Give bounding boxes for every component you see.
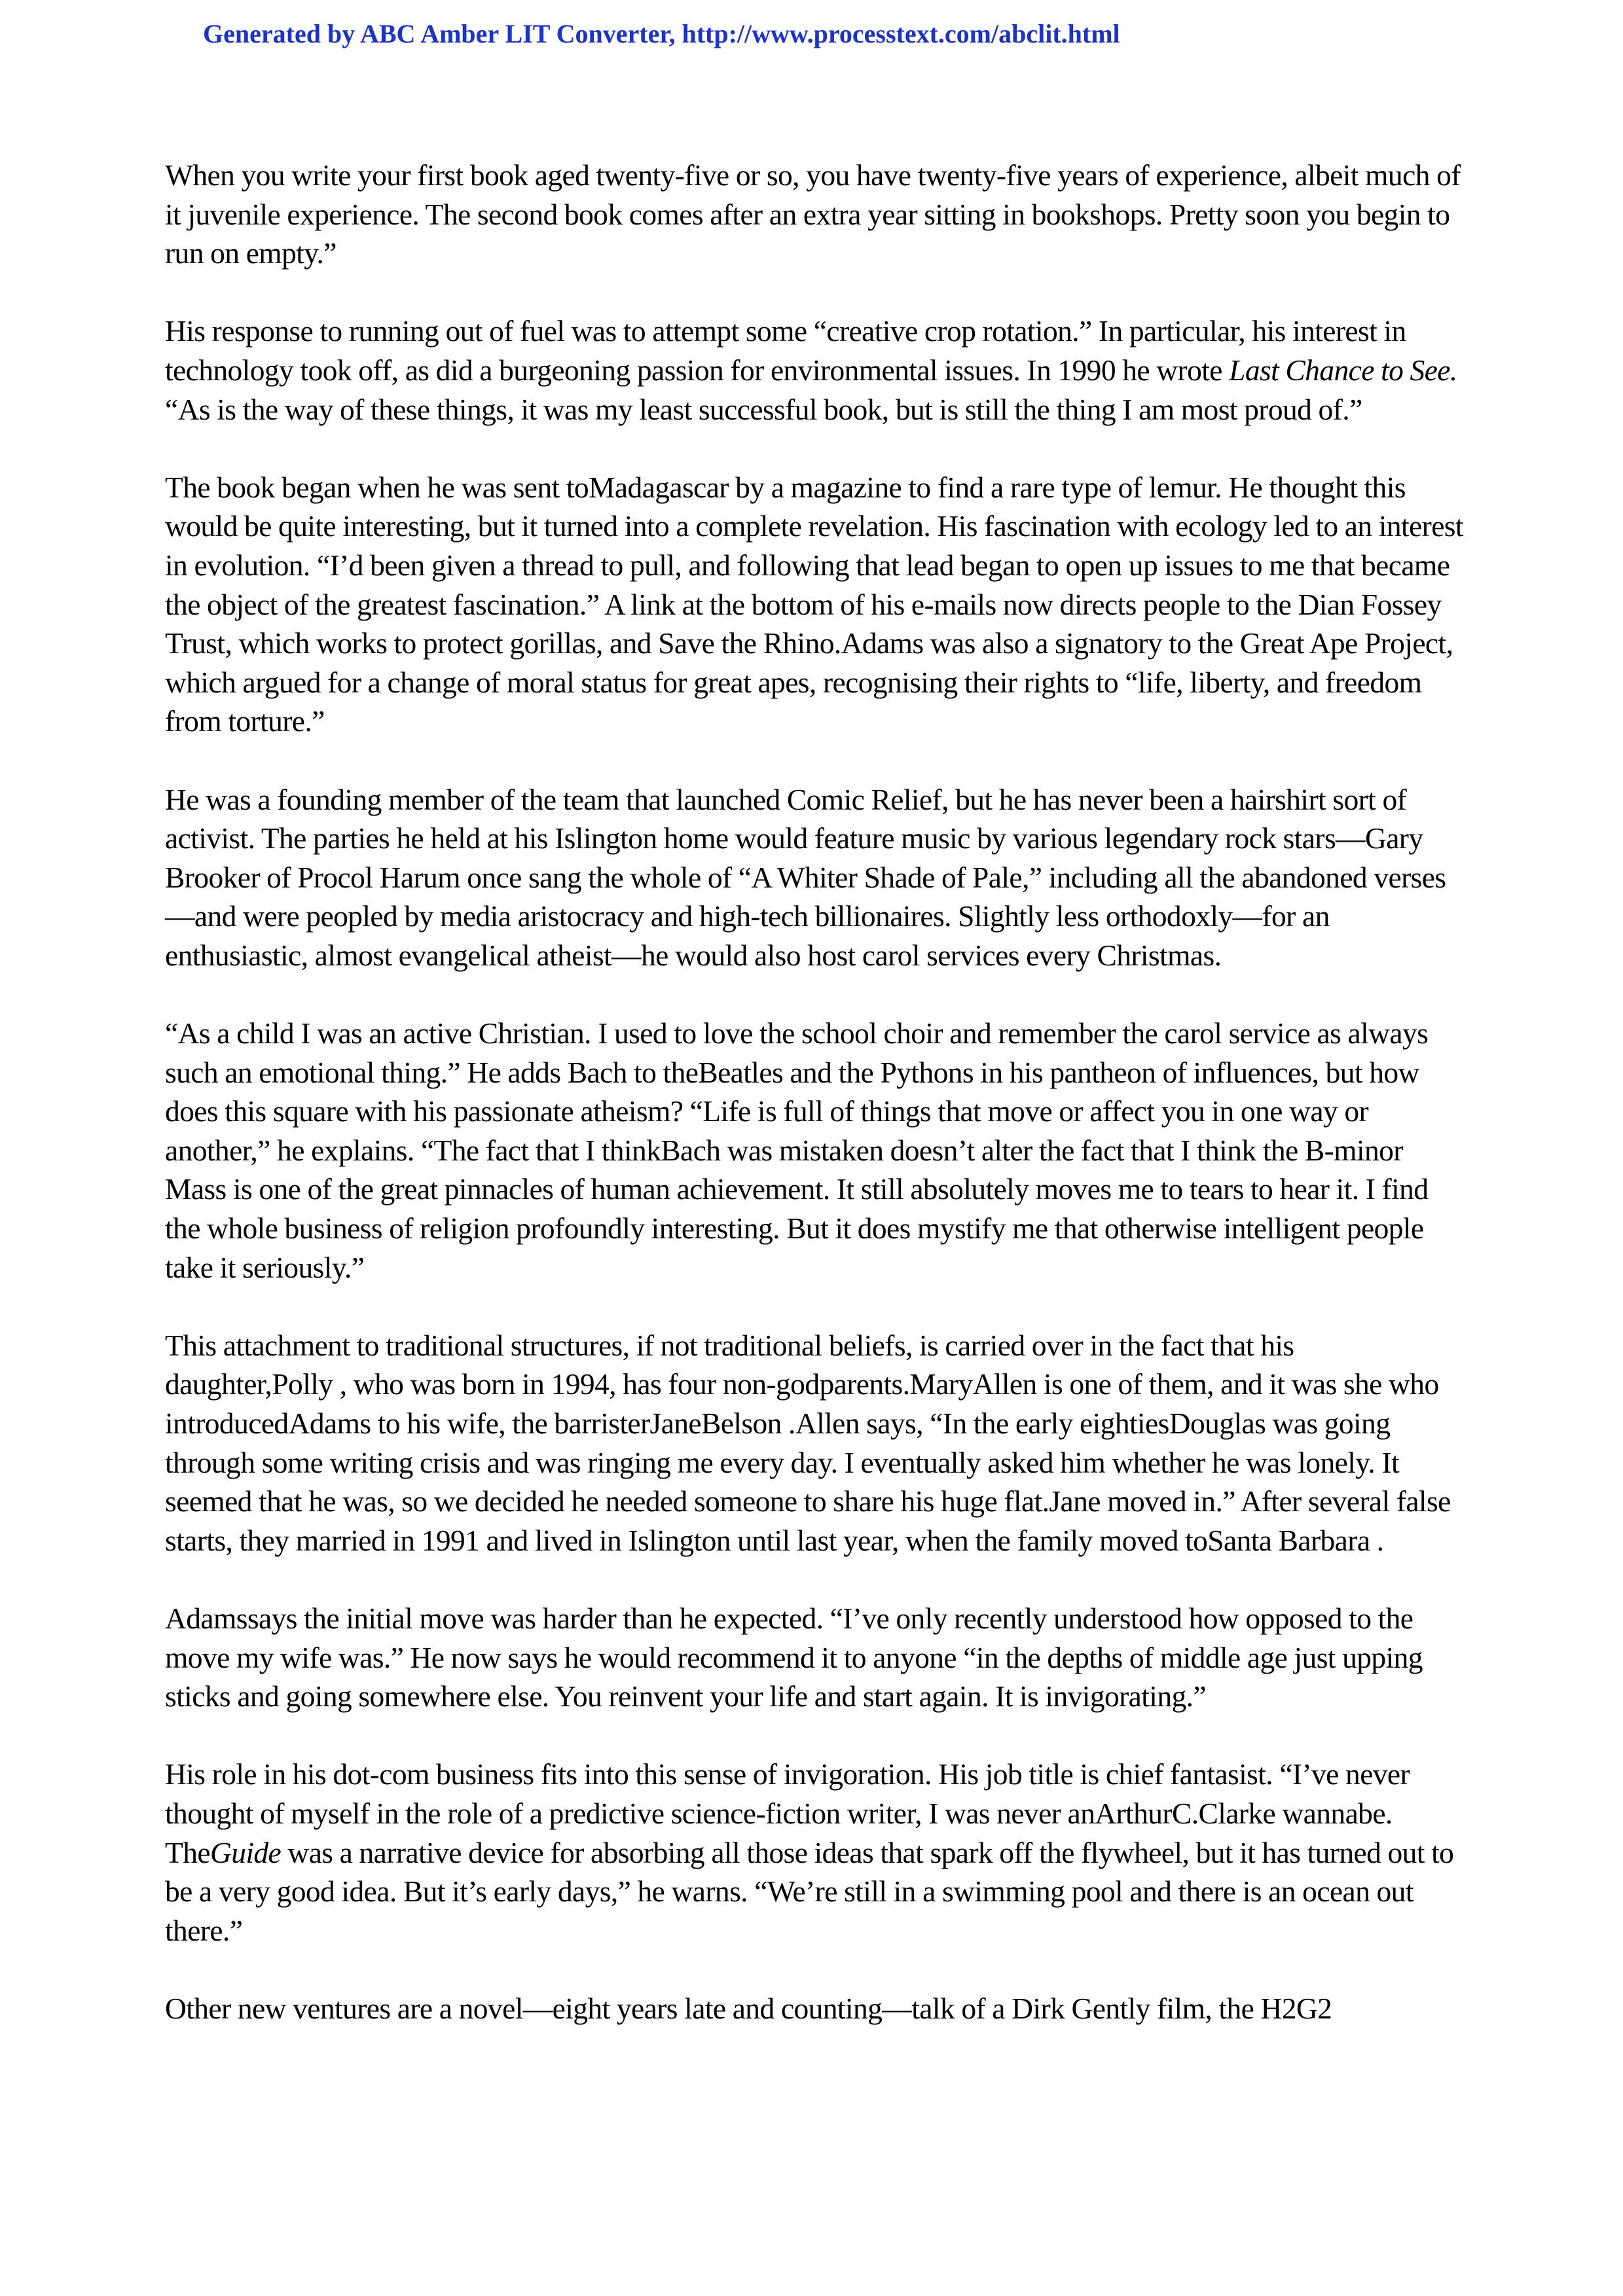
paragraph-9: Other new ventures are a novel—eight years late and counting—talk of a Dirk Gently film, the H2G2 bbox=[165, 1991, 1332, 2025]
title-guide: Guide bbox=[210, 1835, 282, 1869]
book-title-last-chance-to-see: Last Chance to See. bbox=[1229, 353, 1457, 387]
paragraph-2-text-after: “As is the way of these things, it was my least successful book, but is still the thing I am most proud of.” bbox=[165, 392, 1362, 426]
paragraph-6: This attachment to traditional structures, if not traditional beliefs, is carried over in the fact that his daughter,Polly , who was born in 1994, has four non-godparents.MaryAllen is one of them, and it was she who introducedAdams to his wife, the barristerJaneBelson .Allen says, “In the early eightiesDouglas was going through some writing crisis and was ringing me every day. I eventually asked him whether he was lonely. It seemed that he was, so we decided he needed someone to share his huge flat.Jane moved in.” After several false starts, they married in 1991 and lived in Islington until last year, when the family moved toSanta Barbara . bbox=[165, 1328, 1451, 1557]
paragraph-4: He was a founding member of the team that launched Comic Relief, but he has never been a hairshirt sort of activist. The parties he held at his Islington home would feature music by various legendary rock stars—Gary Brooker of Procol Harum once sang the whole of “A Whiter Shade of Pale,” including all the abandoned verses—and were peopled by media aristocracy and high-tech billionaires. Slightly less orthodoxly—for an enthusiastic, almost evangelical atheist—he would also host carol services every Christmas. bbox=[165, 782, 1446, 972]
paragraph-8-text-before: His role in his dot-com business fits into this sense of invigoration. His job title is chief fantasist. “I’ve never thought of myself in the role of a predictive science-fiction writer, I was never anArthurC.Clarke wannabe. The bbox=[165, 1757, 1410, 1869]
document-body bbox=[165, 156, 1468, 2067]
paragraph-3: The book began when he was sent toMadagascar by a magazine to find a rare type of lemur. He thought this would be quite interesting, but it turned into a complete revelation. His fascination with ecology led to an interest in evolution. “I’d been given a thread to pull, and following that lead began to open up issues to me that became the object of the greatest fascination.” A link at the bottom of his e-mails now directs people to the Dian Fossey Trust, which works to protect gorillas, and Save the Rhino.Adams was also a signatory to the Great Ape Project, which argued for a change of moral status for great apes, recognising their rights to “life, liberty, and freedom from torture.” bbox=[165, 470, 1463, 738]
paragraph-2-text-before: His response to running out of fuel was to attempt some “creative crop rotation.” In particular, his interest in technology took off, as did a burgeoning passion for environmental issues. In 1990 he wrote bbox=[165, 314, 1406, 387]
paragraph-8 bbox=[165, 1755, 1468, 1950]
paragraph-8-text-after: was a narrative device for absorbing all those ideas that spark off the flywheel, but it has turned out to be a very good idea. But it’s early days,” he warns. “We’re still in a swimming pool and there is an ocean out there.” bbox=[165, 1835, 1454, 1947]
paragraph-1: When you write your first book aged twenty-five or so, you have twenty-five years of experience, albeit much of it juvenile experience. The second book comes after an extra year sitting in bookshops. Pretty soon you begin to run on empty.” bbox=[165, 158, 1461, 270]
paragraph-5: “As a child I was an active Christian. I used to love the school choir and remember the carol service as always such an emotional thing.” He adds Bach to theBeatles and the Pythons in his pantheon of influences, but how does this square with his passionate atheism? “Life is full of things that move or affect you in one way or another,” he explains. “The fact that I thinkBach was mistaken doesn’t alter the fact that I think the B-minor Mass is one of the great pinnacles of human achievement. It still absolutely moves me to tears to hear it. I find the whole business of religion profoundly interesting. But it does mystify me that otherwise intelligent people take it seriously.” bbox=[165, 1016, 1429, 1284]
paragraph-7: Adamssays the initial move was harder than he expected. “I’ve only recently understood how opposed to the move my wife was.” He now says he would recommend it to anyone “in the depths of middle age just upping sticks and going somewhere else. You reinvent your life and start again. It is invigorating.” bbox=[165, 1601, 1423, 1713]
paragraph-2 bbox=[165, 312, 1468, 429]
converter-header: Generated by ABC Amber LIT Converter, http://www.processtext.com/abclit.html bbox=[203, 19, 1120, 48]
